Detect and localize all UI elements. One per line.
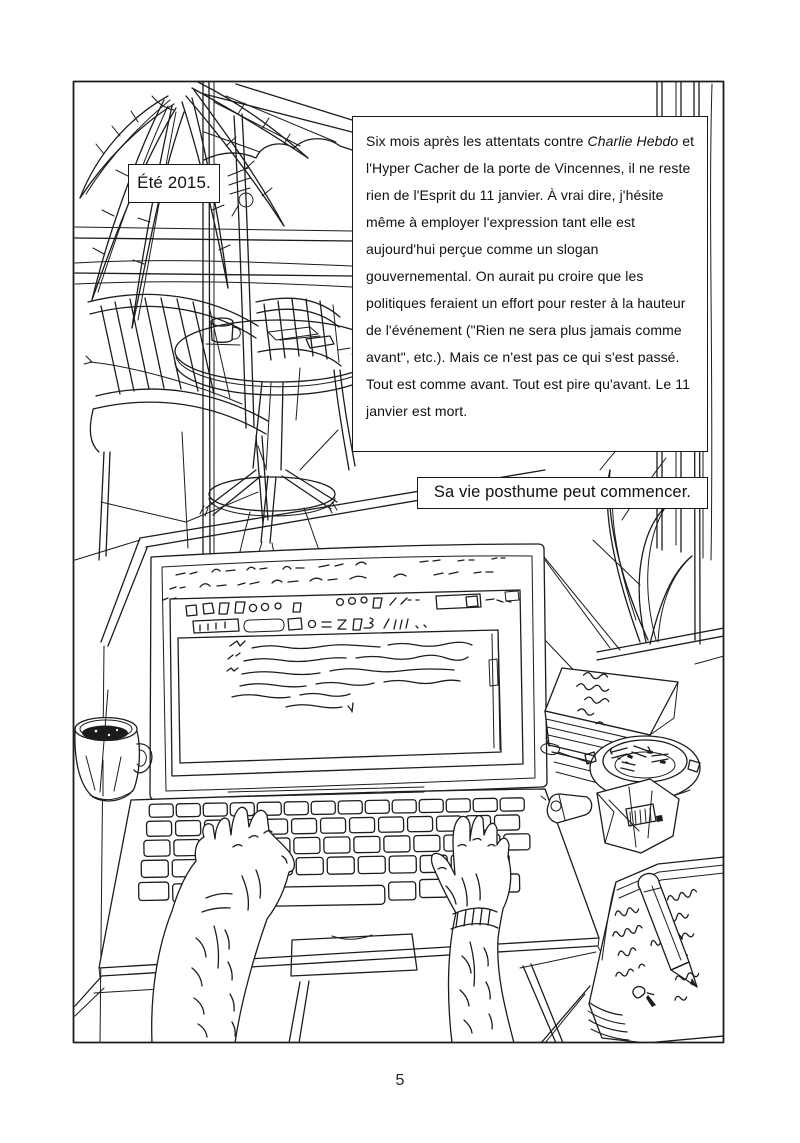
page-number: 5 — [395, 1072, 405, 1089]
awning — [204, 84, 352, 160]
caption-posthumous-text: Sa vie posthume peut commencer. — [433, 483, 692, 501]
caption-posthumous — [417, 477, 708, 509]
narration-box — [352, 116, 708, 452]
palm-leaves — [80, 82, 308, 328]
notebook — [588, 857, 724, 1043]
narration-text-1: Six mois après les attentats contre — [366, 133, 588, 149]
coffee-cup — [75, 690, 152, 801]
narration-text-italic: Charlie Hebdo — [587, 133, 679, 149]
narration-text-2: et l'Hyper Cacher de la porte de Vincennes, il ne reste rien de l'Esprit du 11 janvier. À vrai dire, j'hésite même à employer l'expression tant elle est aujourd'hui perçue comme un slogan gouvernemental. On aurait pu croire que les politiques feraient un effort pour rester à la hauteur de l'événement ("Rien ne sera plus jamais comme avant", etc.). Mais ce n'est pas ce qui s'est passé. Tout est comme avant. Tout est pire qu'avant. Le 11 janvier est mort. — [366, 133, 695, 419]
caption-date-text: Été 2015. — [137, 173, 211, 192]
caption-date — [128, 164, 220, 203]
cigarette-pack — [597, 779, 679, 853]
